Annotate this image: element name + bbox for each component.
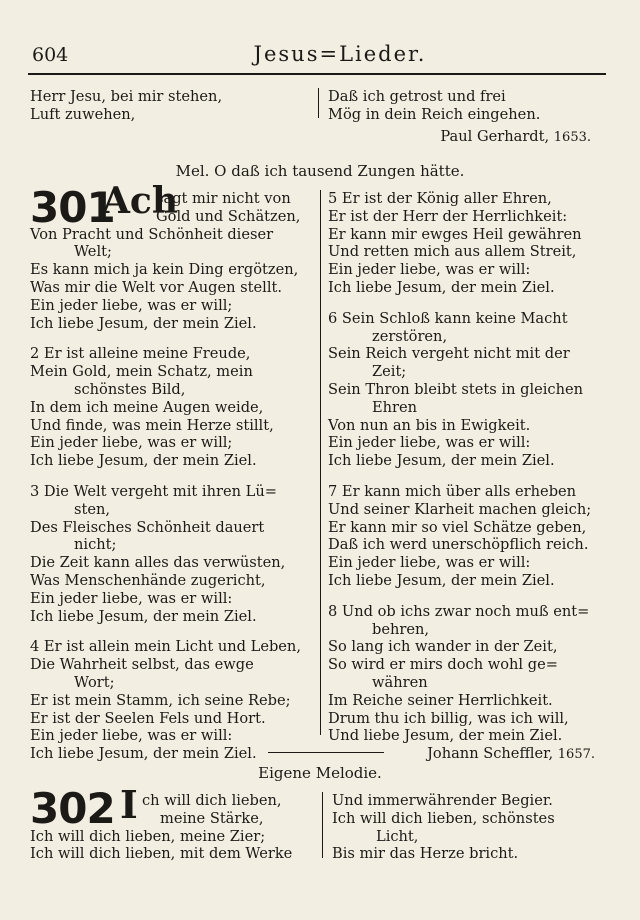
melody-line-301: Mel. O daß ich tausend Zungen hätte. — [175, 162, 465, 180]
verse-line: zerstören, — [372, 327, 448, 345]
verse-line: Die Wahrheit selbst, das ewge — [30, 656, 254, 674]
header-rule — [28, 73, 606, 75]
verse-line: Ein jeder liebe, was er will: — [30, 589, 233, 607]
page-number: 604 — [32, 44, 69, 66]
verse-line: So wird er mirs doch wohl ge= — [328, 656, 558, 674]
hymn-number-301: 301 — [30, 183, 115, 232]
verse-line: Ein jeder liebe, was er will: — [30, 727, 233, 745]
verse-line: Und retten mich aus allem Streit, — [328, 243, 577, 261]
verse-line: Ein jeder liebe, was er will: — [328, 554, 531, 572]
running-head-title: Jesus=Lieder. — [253, 42, 427, 66]
verse-line: Von Pracht und Schönheit dieser — [30, 225, 274, 243]
hymn-separator-rule — [268, 752, 384, 753]
verse-line: Ehren — [372, 398, 418, 416]
verse-line: Ein jeder liebe, was er will: — [328, 434, 531, 452]
verse-line: Ich liebe Jesum, der mein Ziel. — [30, 745, 257, 763]
hymn-number-302: 302 — [30, 784, 115, 833]
verse-line: Ich liebe Jesum, der mein Ziel. — [30, 452, 257, 470]
verse-line: In dem ich meine Augen weide, — [30, 398, 264, 416]
verse-line: meine Stärke, — [160, 809, 264, 827]
verse-line: Des Fleisches Schönheit dauert — [30, 518, 265, 536]
verse-line: sten, — [74, 500, 111, 518]
verse-line: Ich liebe Jesum, der mein Ziel. — [30, 607, 257, 625]
verse-line: nicht; — [74, 536, 117, 554]
verse-line: Was Menschenhände zugericht, — [30, 571, 266, 589]
verse-line: Ich will dich lieben, meine Zier; — [30, 827, 266, 845]
verse-line: Und liebe Jesum, der mein Ziel. — [328, 727, 563, 745]
verse-line: Wort; — [74, 673, 115, 691]
verse-line: 4 Er ist allein mein Licht und Leben, — [30, 638, 301, 656]
hymn302-left-column — [30, 792, 314, 863]
verse-line: Er ist der Seelen Fels und Hort. — [30, 709, 266, 727]
verse-line: ch will dich lieben, — [142, 792, 282, 809]
author-name: Paul Gerhardt, — [440, 127, 550, 145]
hymn302-right-column — [332, 792, 614, 863]
verse-line: Und seiner Klarheit machen gleich; — [328, 500, 592, 518]
verse-line: Von nun an bis in Ewigkeit. — [328, 416, 531, 434]
hymn301-right-column — [328, 190, 613, 764]
verse-line: Er ist der Herr der Herrlichkeit: — [328, 207, 568, 225]
prev-hymn-left — [30, 88, 300, 124]
verse-text: Gold und Schätzen, — [156, 207, 301, 225]
verse-line: 7 Er kann mich über alls erheben — [328, 482, 577, 500]
drop-cap-302: I — [120, 782, 138, 827]
verse-line: Ich liebe Jesum, der mein Ziel. — [30, 314, 257, 332]
prev-right-line: Daß ich getrost und frei — [328, 88, 506, 105]
verse-line: Ich liebe Jesum, der mein Ziel. — [328, 571, 555, 589]
verse-line: Licht, — [376, 827, 419, 845]
verse-line: Und immerwährender Begier. — [332, 792, 553, 809]
verse-line: behren, — [372, 620, 430, 638]
verse-line: 3 Die Welt vergeht mit ihren Lü= — [30, 482, 277, 500]
verse-line: Ich will dich lieben, mit dem Werke — [30, 845, 293, 863]
verse-line: Ich liebe Jesum, der mein Ziel. — [328, 278, 555, 296]
drop-cap-301: Ach — [102, 180, 179, 222]
verse-line: Ich liebe Jesum, der mein Ziel. — [328, 452, 555, 470]
verse-line: Ich will dich lieben, schönstes — [332, 809, 555, 827]
prev-left-line: Herr Jesu, bei mir stehen, — [30, 88, 223, 105]
author-year: 1657. — [557, 747, 595, 763]
verse-line: Bis mir das Herze bricht. — [332, 845, 519, 863]
verse-line: 5 Er ist der König aller Ehren, — [328, 190, 552, 207]
verse-line: währen — [372, 673, 428, 691]
prev-left-line: Luft zuwehen, — [30, 105, 136, 123]
verse-line: 2 Er ist alleine meine Freude, — [30, 345, 251, 363]
hymn301-left-column — [30, 190, 310, 763]
verse-line: sagt mir nicht von — [156, 190, 291, 207]
verse-line: 8 Und ob ichs zwar noch muß ent= — [328, 602, 590, 620]
verse-line: Er kann mir ewges Heil gewähren — [328, 225, 582, 243]
verse-line — [30, 208, 310, 226]
melody-line-302: Eigene Melodie. — [258, 764, 382, 782]
column-rule — [322, 792, 323, 858]
verse-line: Es kann mich ja kein Ding ergötzen, — [30, 261, 299, 279]
verse-line: So lang ich wander in der Zeit, — [328, 638, 558, 656]
prev-hymn-right — [328, 88, 613, 146]
verse-line: Ein jeder liebe, was er will: — [328, 261, 531, 279]
verse-line: schönstes Bild, — [74, 380, 186, 398]
verse-line: Die Zeit kann alles das verwüsten, — [30, 554, 286, 572]
column-rule — [320, 190, 321, 735]
verse-line: Sein Reich vergeht nicht mit der — [328, 345, 570, 363]
verse-line: Daß ich werd unerschöpflich reich. — [328, 536, 589, 554]
verse-line: Ein jeder liebe, was er will; — [30, 434, 233, 452]
verse-line: Drum thu ich billig, was ich will, — [328, 709, 569, 727]
author-name: Johann Scheffler, — [427, 745, 554, 763]
verse-line: Ein jeder liebe, was er will; — [30, 296, 233, 314]
verse-line: Zeit; — [372, 363, 407, 381]
verse-line: Welt; — [74, 243, 112, 261]
column-rule — [318, 88, 319, 118]
verse-line: Er kann mir so viel Schätze geben, — [328, 518, 587, 536]
prev-right-line: Mög in dein Reich eingehen. — [328, 105, 541, 123]
verse-line: Er ist mein Stamm, ich seine Rebe; — [30, 691, 291, 709]
verse-line: Mein Gold, mein Schatz, mein — [30, 363, 253, 381]
verse-line: 6 Sein Schloß kann keine Macht — [328, 309, 568, 327]
hymn301-author — [328, 745, 613, 764]
verse-line: Im Reiche seiner Herrlichkeit. — [328, 691, 553, 709]
author-year: 1653. — [553, 129, 591, 145]
verse-line: Und finde, was mein Herze stillt, — [30, 416, 274, 434]
verse-line: Sein Thron bleibt stets in gleichen — [328, 380, 584, 398]
verse-line: Was mir die Welt vor Augen stellt. — [30, 278, 283, 296]
prev-hymn-author — [328, 128, 613, 147]
